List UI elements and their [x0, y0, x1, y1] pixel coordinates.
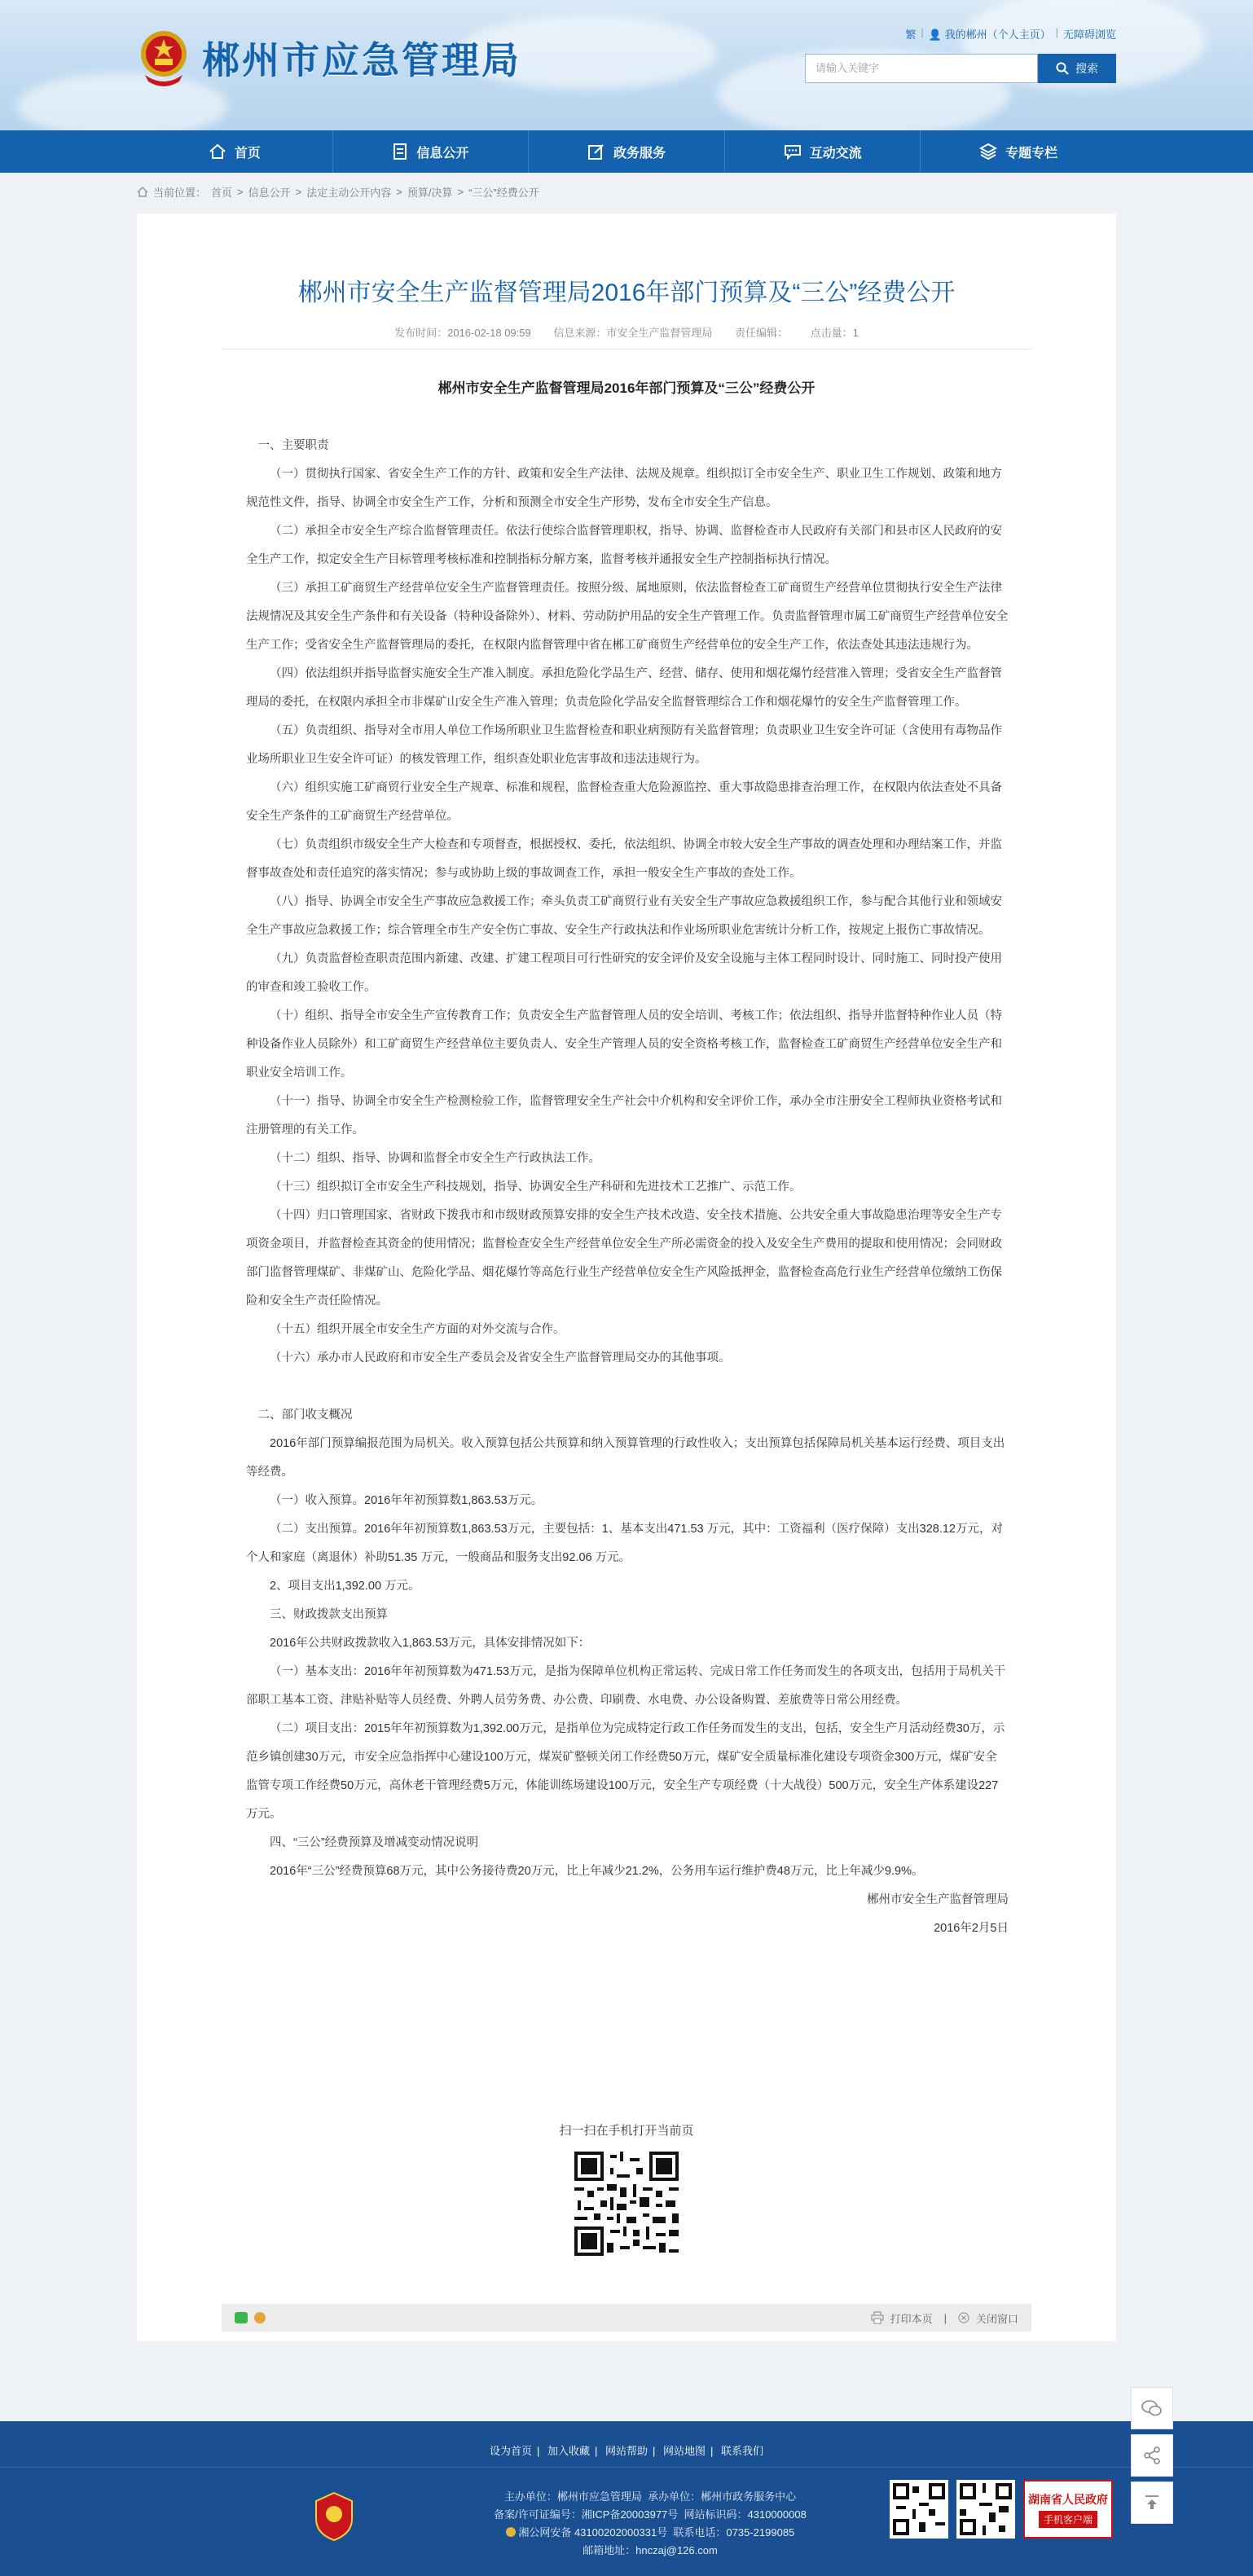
nav-item-interaction[interactable]: [724, 130, 921, 173]
article-body: [246, 432, 1009, 1943]
responsible-editor: 责任编辑：: [735, 327, 789, 339]
breadcrumb-separator: >: [457, 186, 464, 198]
breadcrumb: [137, 184, 539, 200]
paragraph: （二）支出预算。2016年年初预算数1,863.53万元，主要包括：1、基本支出471.53 万元，其中：工资福利（医疗保障）支出328.12万元，对个人和家庭（离退休）补助51.35 万元，一般商品和服务支出92.06 万元。: [246, 1523, 1003, 1564]
paragraph: 2016年“三公”经费预算68万元，其中公务接待费20万元，比上年减少21.2%，公务用车运行维护费48万元，比上年减少9.9%。: [270, 1865, 924, 1878]
share-icon: [1142, 2446, 1162, 2465]
article-title: 郴州市安全生产监督管理局2016年部门预算及“三公”经费公开: [297, 279, 956, 306]
footer-organizer: 承办单位：郴州市政务服务中心: [648, 2490, 797, 2503]
close-icon: [958, 2312, 969, 2323]
my-homepage-link[interactable]: [929, 26, 1051, 42]
home-icon: [137, 187, 148, 197]
paragraph: （十一）指导、协调全市安全生产检测检验工作，监督管理安全生产社会中介机构和安全评价工作，承办全市注册安全工程师执业资格考试和注册管理的有关工作。: [246, 1095, 1002, 1136]
police-badge-icon: [506, 2527, 516, 2537]
chat-icon: [784, 143, 802, 160]
paragraph: （十二）组织、指导、协调和监督全市安全生产行政执法工作。: [270, 1152, 600, 1165]
footer-link-contact[interactable]: 联系我们: [721, 2445, 764, 2457]
paragraph: （六）组织实施工矿商贸行业安全生产规章、标准和规程，监督检查重大危险源监控、重大事故隐患排查治理工作，在权限内依法查处不具备安全生产条件的工矿商贸生产经营单位。: [246, 781, 1002, 823]
document-icon: [392, 143, 408, 160]
nav-label: 互动交流: [809, 146, 862, 160]
site-footer: [0, 2421, 1253, 2576]
paragraph: （七）负责组织市级安全生产大检查和专项督查，根据授权、委托，依法组织、协调全市较大安全生产事故的调查处理和办理结案工作，并监督事故查处和责任追究的落实情况；参与或协助上级的事故调查工作，承担一般安全生产事故的查处工作。: [246, 838, 1002, 880]
search-bar: [805, 54, 1116, 83]
footer-phone: 联系电话：0735-2199085: [673, 2526, 795, 2539]
search-icon: [1056, 62, 1069, 75]
paragraph: （一）收入预算。2016年年初预算数1,863.53万元。: [270, 1494, 543, 1507]
separator: |: [1055, 26, 1058, 38]
info-source: 信息来源：市安全生产监督管理局: [553, 327, 713, 339]
paragraph: （二）项目支出：2015年年初预算数为1,392.00万元，是指单位为完成特定行政工作任务而发生的支出，包括，安全生产月活动经费30万，示范乡镇创建30万元，市安全应急指挥中心建设100万元，煤炭矿整顿关闭工作经费50万元，煤矿安全质量标准化建设专项资金300万元，煤矿安全监管专项工作经费50万元，高休老干管理经费5万元，体能训练场建设100万元，安全生产专项经费（十大战役）500万元，安全生产体系建设227万元。: [246, 1722, 1005, 1821]
nav-label: 首页: [234, 146, 261, 160]
nav-label: 专题专栏: [1005, 146, 1058, 160]
accessibility-link[interactable]: 无障碍浏览: [1062, 29, 1116, 41]
search-input[interactable]: 请输入关键字: [805, 54, 1038, 83]
paragraph: （三）承担工矿商贸生产经营单位安全生产监督管理责任。按照分级、属地原则，依法监督检查工矿商贸生产经营单位贯彻执行安全生产法律法规情况及其安全生产条件和有关设备（特种设备除外）、材料、劳动防护用品的安全生产管理工作。负责监督管理市属工矿商贸生产经营单位安全生产工作；受省安全生产监督管理局的委托，在权限内监督管理中省在郴工矿商贸生产经营单位的安全生产工作，依法查处其违法违规行为。: [246, 582, 1009, 652]
site-logo[interactable]: [137, 28, 521, 88]
paragraph: （五）负责组织、指导对全市用人单位工作场所职业卫生监督检查和职业病预防有关监督管理；负责职业卫生安全许可证（含使用有毒物品作业场所职业卫生安全许可证）的核发管理工作，组织查处职业危害事故和违法违规行为。: [246, 724, 1002, 766]
article-toolbar: [222, 2304, 1031, 2332]
article-subtitle: 郴州市安全生产监督管理局2016年部门预算及“三公”经费公开: [437, 380, 816, 396]
traditional-chinese-link[interactable]: 繁: [905, 29, 917, 41]
print-icon: [871, 2311, 884, 2324]
my-homepage-label: 我的郴州（个人主页）: [944, 29, 1051, 41]
paragraph: （八）指导、协调全市安全生产事故应急救援工作；牵头负责工矿商贸行业有关安全生产事故应急救援组织工作，参与配合其他行业和领域安全生产事故应急救援工作；综合管理全市生产安全伤亡事故、安全生产行政执法和作业场所职业危害统计分析工作，按规定上报伤亡事故情况。: [246, 895, 1002, 937]
signature-date: 2016年2月5日: [934, 1922, 1009, 1935]
nav-label: 信息公开: [416, 146, 469, 160]
paragraph: （十五）组织开展全市安全生产方面的对外交流与合作。: [270, 1323, 565, 1336]
breadcrumb-item[interactable]: 首页: [211, 187, 233, 199]
article-card: [137, 213, 1116, 2341]
paragraph: （九）负责监督检查职责范围内新建、改建、扩建工程项目可行性研究的安全评价及安全设施与主体工程同时设计、同时施工、同时投产使用的审查和竣工验收工作。: [246, 952, 1002, 994]
wechat-icon: [1141, 2399, 1163, 2417]
section-heading: 一、主要职责: [257, 439, 329, 452]
footer-link-set-homepage[interactable]: 设为首页: [489, 2445, 532, 2457]
signature-org: 郴州市安全生产监督管理局: [867, 1893, 1009, 1906]
wechat-qr-code-icon: [890, 2480, 948, 2539]
paragraph: （二）承担全市安全生产综合监督管理责任。依法行使综合监督管理职权，指导、协调、监督检查市人民政府有关部门和县市区人民政府的安全生产工作，拟定安全生产目标管理考核标准和控制指标分解方案，监督考核并通报安全生产控制指标执行情况。: [246, 525, 1002, 566]
breadcrumb-prefix: 当前位置：: [153, 187, 207, 199]
breadcrumb-item[interactable]: 预算/决算: [407, 187, 453, 199]
paragraph: 2016年部门预算编报范围为局机关。收入预算包括公共预算和纳入预算管理的行政性收入；支出预算包括保障局机关基本运行经费、项目支出等经费。: [246, 1437, 1005, 1479]
section-heading: 四、“三公”经费预算及增减变动情况说明: [270, 1836, 479, 1849]
nav-item-info-disclosure[interactable]: [332, 130, 529, 173]
footer-qr-codes: [890, 2480, 1113, 2539]
section-heading: 三、财政拨款支出预算: [270, 1608, 388, 1621]
qr-share-area: [137, 2121, 1116, 2259]
breadcrumb-item[interactable]: 法定主动公开内容: [306, 187, 392, 199]
footer-email: 邮箱地址：hnczaj@126.com: [583, 2544, 718, 2556]
breadcrumb-separator: >: [396, 186, 402, 198]
footer-site-code: 网站标识码：4310000008: [684, 2508, 807, 2521]
publish-time: 发布时间：2016-02-18 09:59: [394, 327, 531, 339]
layers-icon: [979, 143, 997, 160]
qr-code-icon: [571, 2148, 682, 2259]
footer-sponsor: 主办单位：郴州市应急管理局: [503, 2490, 642, 2503]
paragraph: （十六）承办市人民政府和市安全生产委员会及省安全生产监督管理局交办的其他事项。: [270, 1352, 731, 1365]
separator: |: [943, 2311, 947, 2324]
arrow-up-icon: [1143, 2494, 1161, 2512]
breadcrumb-separator: >: [237, 186, 244, 198]
wechat-float-button[interactable]: [1131, 2387, 1173, 2429]
gov-badge-title: 湖南省人民政府: [1028, 2492, 1108, 2506]
nav-label: 政务服务: [613, 146, 666, 160]
footer-link-help[interactable]: 网站帮助: [605, 2445, 648, 2457]
floating-tools: [1131, 2387, 1173, 2529]
party-gov-badge-icon[interactable]: [313, 2491, 355, 2542]
site-title: 郴州市应急管理局: [202, 38, 521, 82]
weibo-share-icon[interactable]: [254, 2312, 266, 2323]
nav-item-gov-services[interactable]: [528, 130, 724, 173]
top-links: [905, 26, 1116, 42]
breadcrumb-separator: >: [295, 186, 302, 198]
view-count: 点击量：1: [810, 327, 859, 339]
section-heading: 二、部门收支概况: [257, 1409, 353, 1422]
footer-police[interactable]: 湘公网安备 43100202000331号: [518, 2526, 668, 2539]
paragraph: （一）贯彻执行国家、省安全生产工作的方针、政策和安全生产法律、法规及规章。组织拟订全市安全生产、职业卫生工作规划、政策和地方规范性文件，指导、协调全市安全生产工作，分析和预测全市安全生产形势，发布全市安全生产信息。: [246, 468, 1002, 509]
paragraph: （十四）归口管理国家、省财政下拨我市和市级财政预算安排的安全生产技术改造、安全技术措施、公共安全重大事故隐患治理等安全生产专项资金项目，并监督检查其资金的使用情况；监督检查安全生产经营单位安全生产所必需资金的投入及安全生产费用的提取和使用情况；会同财政部门监督管理煤矿、非煤矿山、危险化学品、烟花爆竹等高危行业生产经营单位安全生产风险抵押金，监督检查高危行业生产经营单位缴纳工伤保险和安全生产责任险情况。: [246, 1209, 1002, 1308]
hunan-gov-app-badge[interactable]: [1023, 2480, 1113, 2539]
separator: |: [921, 26, 924, 38]
breadcrumb-item[interactable]: 信息公开: [248, 187, 291, 199]
qr-label: 扫一扫在手机打开当前页: [559, 2124, 694, 2138]
footer-link-sitemap[interactable]: 网站地图: [663, 2445, 706, 2457]
national-emblem-icon: [137, 28, 191, 88]
article-meta: [137, 324, 1116, 340]
nav-item-home[interactable]: [137, 130, 332, 173]
site-header: [0, 0, 1253, 130]
close-window-button[interactable]: 关闭窗口: [975, 2312, 1018, 2325]
footer-info: [463, 2488, 838, 2560]
paragraph: （十）组织、指导全市安全生产宣传教育工作；负责安全生产监督管理人员的安全培训、考核工作；依法组织、指导并监督特种作业人员（特种设备作业人员除外）和工矿商贸生产经营单位主要负责人、安全生产管理人员的安全资格考核工作，监督检查工矿商贸生产经营单位安全生产和职业安全培训工作。: [246, 1009, 1002, 1079]
paragraph: 2016年公共财政拨款收入1,863.53万元，具体安排情况如下：: [270, 1637, 591, 1650]
user-icon: 👤: [928, 29, 942, 41]
breadcrumb-item[interactable]: “三公”经费公开: [468, 187, 539, 199]
footer-link-add-favorite[interactable]: 加入收藏: [547, 2445, 590, 2457]
back-to-top-button[interactable]: [1131, 2481, 1173, 2524]
search-button[interactable]: [1038, 54, 1116, 83]
wechat-share-icon[interactable]: [235, 2312, 248, 2323]
paragraph: （一）基本支出：2016年年初预算数为471.53万元，是指为保障单位机构正常运转、完成日常工作任务而发生的各项支出，包括用于局机关干部职工基本工资、津贴补贴等人员经费、外聘人员劳务费、办公费、印刷费、水电费、办公设备购置、差旅费等日常公用经费。: [246, 1665, 1006, 1707]
main-nav: [0, 130, 1253, 173]
paragraph: （十三）组织拟订全市安全生产科技规划，指导、协调安全生产科研和先进技术工艺推广、示范工作。: [270, 1180, 802, 1193]
nav-item-special-topics[interactable]: [920, 130, 1116, 173]
weibo-qr-code-icon: [956, 2480, 1015, 2539]
share-float-button[interactable]: [1131, 2434, 1173, 2477]
search-button-label: 搜索: [1075, 62, 1098, 75]
footer-links: 设为首页 | 加入收藏 | 网站帮助 | 网站地图 | 联系我们: [489, 2445, 764, 2457]
home-icon: [209, 143, 226, 160]
paragraph: （四）依法组织并指导监督实施安全生产准入制度。承担危险化学品生产、经营、储存、使用和烟花爆竹经营准入管理；受省安全生产监督管理局的委托，在权限内承担全市非煤矿山安全生产准入管理；负责危险化学品安全监督管理综合工作和烟花爆竹的安全生产监督管理工作。: [246, 667, 1002, 709]
footer-divider: [0, 2467, 1253, 2468]
paragraph: 2、项目支出1,392.00 万元。: [270, 1580, 420, 1593]
gov-badge-subtitle: 手机客户端: [1039, 2511, 1097, 2528]
footer-icp[interactable]: 备案/许可证编号：湘ICP备20003977号: [494, 2508, 679, 2521]
edit-icon: [587, 143, 605, 160]
print-button[interactable]: 打印本页: [890, 2312, 933, 2325]
